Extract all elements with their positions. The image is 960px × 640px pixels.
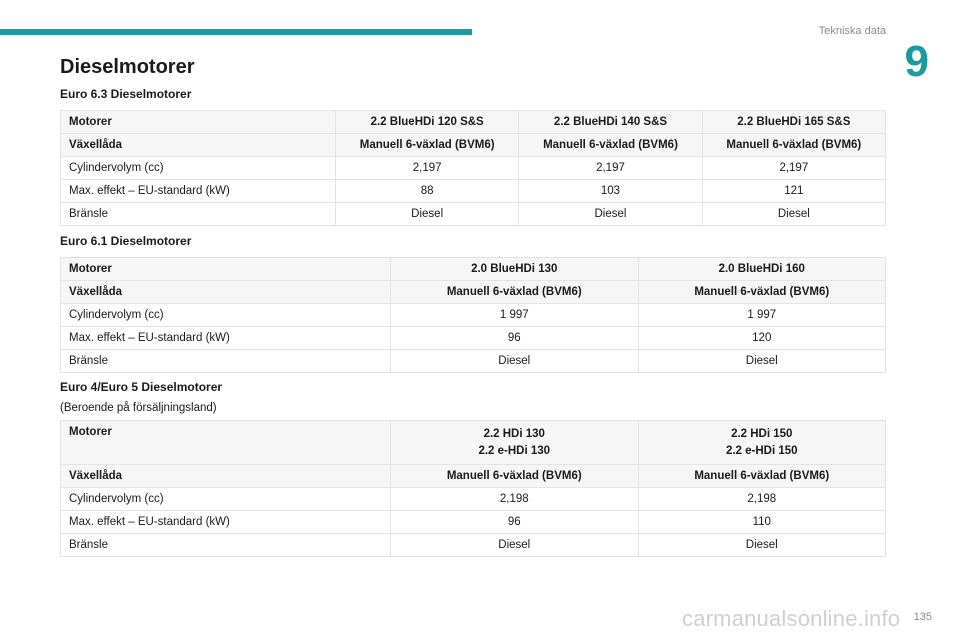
engine-line: 2.2 e-HDi 150 — [725, 444, 798, 457]
table-cell: 2,197 — [702, 157, 885, 180]
table-cell: 2,197 — [519, 157, 702, 180]
table-cell: Diesel — [336, 203, 519, 226]
table-cell: Manuell 6-växlad (BVM6) — [519, 134, 702, 157]
table-row — [61, 281, 886, 304]
table-cell: Manuell 6-växlad (BVM6) — [391, 281, 639, 304]
chapter-label: Tekniska data — [818, 25, 886, 37]
spec-table-euro61 — [60, 257, 886, 373]
table-cell: 2,197 — [336, 157, 519, 180]
row-label: Motorer — [61, 258, 391, 281]
page-number: 135 — [913, 611, 932, 623]
table-cell: Diesel — [638, 534, 886, 557]
table-row — [61, 157, 886, 180]
row-label: Växellåda — [61, 465, 391, 488]
table-row — [61, 258, 886, 281]
table-cell: 2.0 BlueHDi 160 — [638, 258, 886, 281]
section-title-euro61: Euro 6.1 Dieselmotorer — [60, 234, 192, 248]
row-label: Motorer — [61, 111, 336, 134]
table-row — [61, 203, 886, 226]
watermark: carmanualsonline.info — [682, 606, 901, 631]
table-row — [61, 465, 886, 488]
table-cell: Diesel — [391, 534, 639, 557]
table-row — [61, 534, 886, 557]
table-cell: Manuell 6-växlad (BVM6) — [638, 465, 886, 488]
table-cell: 96 — [391, 327, 639, 350]
engine-line: 2.2 HDi 150 — [731, 427, 793, 440]
engine-line: 2.2 e-HDi 130 — [478, 444, 551, 457]
row-label: Max. effekt – EU-standard (kW) — [61, 180, 336, 203]
table-cell: 88 — [336, 180, 519, 203]
table-cell — [391, 421, 639, 465]
table-cell: 110 — [638, 511, 886, 534]
table-row — [61, 180, 886, 203]
row-label: Cylindervolym (cc) — [61, 157, 336, 180]
table-cell: Manuell 6-växlad (BVM6) — [336, 134, 519, 157]
table-cell: Manuell 6-växlad (BVM6) — [702, 134, 885, 157]
table-cell: Manuell 6-växlad (BVM6) — [391, 465, 639, 488]
table-cell: 121 — [702, 180, 885, 203]
table-cell: Diesel — [638, 350, 886, 373]
table-row — [61, 488, 886, 511]
table-cell: 2.2 BlueHDi 120 S&S — [336, 111, 519, 134]
row-label: Max. effekt – EU-standard (kW) — [61, 511, 391, 534]
row-label: Max. effekt – EU-standard (kW) — [61, 327, 391, 350]
row-label: Växellåda — [61, 134, 336, 157]
table-row — [61, 304, 886, 327]
table-cell: Manuell 6-växlad (BVM6) — [638, 281, 886, 304]
table-row — [61, 134, 886, 157]
table-cell: Diesel — [519, 203, 702, 226]
table-cell: 2,198 — [638, 488, 886, 511]
engine-line: 2.2 HDi 130 — [483, 427, 545, 440]
table-cell: 2.2 BlueHDi 140 S&S — [519, 111, 702, 134]
spec-table-euro45 — [60, 420, 886, 557]
row-label: Bränsle — [61, 350, 391, 373]
row-label: Bränsle — [61, 203, 336, 226]
table-cell: 120 — [638, 327, 886, 350]
table-row — [61, 511, 886, 534]
header-accent-bar — [0, 29, 472, 35]
table-cell: 96 — [391, 511, 639, 534]
table-cell: 2,198 — [391, 488, 639, 511]
page-title: Dieselmotorer — [60, 56, 195, 78]
table-cell: 1 997 — [638, 304, 886, 327]
table-row — [61, 327, 886, 350]
table-cell: Diesel — [391, 350, 639, 373]
table-cell: 1 997 — [391, 304, 639, 327]
section-title-euro63: Euro 6.3 Dieselmotorer — [60, 87, 192, 101]
chapter-number: 9 — [904, 37, 929, 86]
row-label: Cylindervolym (cc) — [61, 304, 391, 327]
row-label: Bränsle — [61, 534, 391, 557]
table-cell: Diesel — [702, 203, 885, 226]
table-cell — [638, 421, 886, 465]
row-label: Cylindervolym (cc) — [61, 488, 391, 511]
table-cell: 103 — [519, 180, 702, 203]
table-row — [61, 421, 886, 465]
spec-table-euro63 — [60, 110, 886, 226]
row-label: Motorer — [61, 421, 391, 465]
row-label: Växellåda — [61, 281, 391, 304]
table-cell: 2.0 BlueHDi 130 — [391, 258, 639, 281]
section-title-euro45: Euro 4/Euro 5 Dieselmotorer — [60, 380, 223, 394]
table-row — [61, 111, 886, 134]
section-note: (Beroende på försäljningsland) — [60, 402, 217, 414]
table-cell: 2.2 BlueHDi 165 S&S — [702, 111, 885, 134]
table-row — [61, 350, 886, 373]
